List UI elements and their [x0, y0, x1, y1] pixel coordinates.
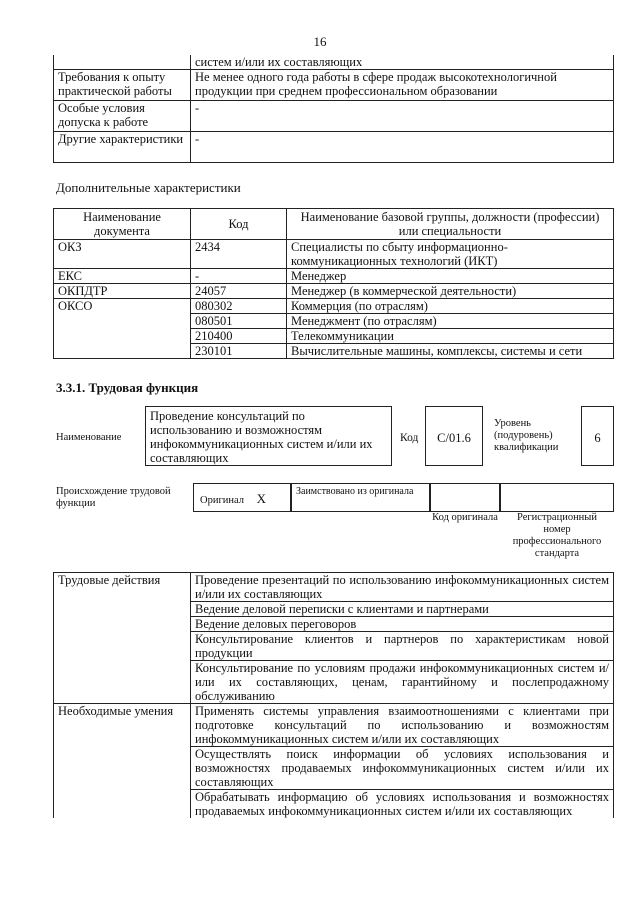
function-code-box: C/01.6 [425, 406, 483, 466]
table-row [54, 704, 614, 747]
row-label: Другие характеристики [54, 132, 191, 163]
detail-item: Консультирование клиентов и партнеров по характеристикам новой продукции [191, 632, 614, 661]
detail-item: Консультирование по условиям продажи инфокоммуникационных систем и/или их составляющих, ценам, гарантийному и послепродажному обслуживанию [191, 661, 614, 704]
table-row [54, 132, 614, 163]
function-name-box: Проведение консультаций по использованию и возможностям инфокоммуникационных систем и/или их составляющих [145, 406, 392, 466]
table-row [54, 269, 614, 284]
reg-number-label: Регистрационный номер профессионального стандарта [512, 512, 602, 559]
original-label: Оригинал [200, 495, 244, 506]
reg-number-box [500, 483, 614, 512]
cell-name: Специалисты по сбыту информационно-коммуникационных технологий (ИКТ) [287, 240, 614, 269]
table-row [54, 101, 614, 132]
additional-table [53, 208, 614, 359]
requirements-table [53, 55, 614, 163]
cell-name: Менеджер [287, 269, 614, 284]
cell-doc: ОКСО [54, 299, 191, 359]
origin-label: Происхождение трудовой функции [56, 486, 171, 509]
table-header [54, 209, 614, 240]
cell-code: 2434 [191, 240, 287, 269]
cell-name: Вычислительные машины, комплексы, системы и сети [287, 344, 614, 359]
cell-doc: ОКПДТР [54, 284, 191, 299]
detail-item: Ведение деловой переписки с клиентами и партнерами [191, 602, 614, 617]
detail-item: Применять системы управления взаимоотношениями с клиентами при подготовке консультаций по использованию и возможностям инфокоммуникационных систем и/или их составляющих [191, 704, 614, 747]
header-name: Наименование базовой группы, должности (профессии) или специальности [287, 209, 614, 240]
additional-caption: Дополнительные характеристики [56, 180, 241, 195]
cell-code: 210400 [191, 329, 287, 344]
section-label: Трудовые действия [54, 573, 191, 704]
section-heading: 3.3.1. Трудовая функция [56, 380, 199, 395]
row-value: Не менее одного года работы в сфере продаж высокотехнологичной продукции при среднем профессиональном образовании [191, 70, 614, 101]
cell-code: 080501 [191, 314, 287, 329]
details-table [53, 572, 614, 818]
page-number: 16 [313, 34, 327, 49]
cell-name: Менеджмент (по отраслям) [287, 314, 614, 329]
cell-name: Коммерция (по отраслям) [287, 299, 614, 314]
name-label: Наименование [56, 432, 122, 443]
row-value: - [191, 132, 614, 163]
row-value: - [191, 101, 614, 132]
section-label: Необходимые умения [54, 704, 191, 819]
cell-code: 080302 [191, 299, 287, 314]
header-doc: Наименование документа [54, 209, 191, 240]
table-row [54, 573, 614, 602]
cell-name: Менеджер (в коммерческой деятельности) [287, 284, 614, 299]
detail-item: Ведение деловых переговоров [191, 617, 614, 632]
table-row [54, 240, 614, 269]
cell-doc: ОКЗ [54, 240, 191, 269]
code-original-label: Код оригинала [432, 512, 498, 523]
level-label: Уровень (подуровень) квалификации [494, 418, 559, 453]
row-label: Особые условия допуска к работе [54, 101, 191, 132]
cell-code: 230101 [191, 344, 287, 359]
cell-doc: ЕКС [54, 269, 191, 284]
code-original-box [430, 483, 500, 512]
row-label: Требования к опыту практической работы [54, 70, 191, 101]
code-label: Код [400, 432, 419, 444]
level-value-box: 6 [581, 406, 614, 466]
original-box [193, 483, 291, 512]
detail-item: Осуществлять поиск информации об условиях использования и возможностях продаваемых инфокоммуникационных систем и/или их составляющих [191, 747, 614, 790]
table-row [54, 299, 614, 314]
borrowed-box: Заимствовано из оригинала [291, 483, 430, 512]
original-mark: X [256, 491, 267, 506]
table-row [54, 284, 614, 299]
cell-name: Телекоммуникации [287, 329, 614, 344]
detail-item: Обрабатывать информацию об условиях использования и возможностях продаваемых инфокоммуникационных систем и/или их составляющих [191, 790, 614, 819]
detail-item: Проведение презентаций по использованию инфокоммуникационных систем и/или их составляющих [191, 573, 614, 602]
cell-code: - [191, 269, 287, 284]
table-row [54, 55, 614, 70]
header-code: Код [191, 209, 287, 240]
continuation-text: систем и/или их составляющих [191, 55, 614, 70]
table-row [54, 70, 614, 101]
cell-code: 24057 [191, 284, 287, 299]
